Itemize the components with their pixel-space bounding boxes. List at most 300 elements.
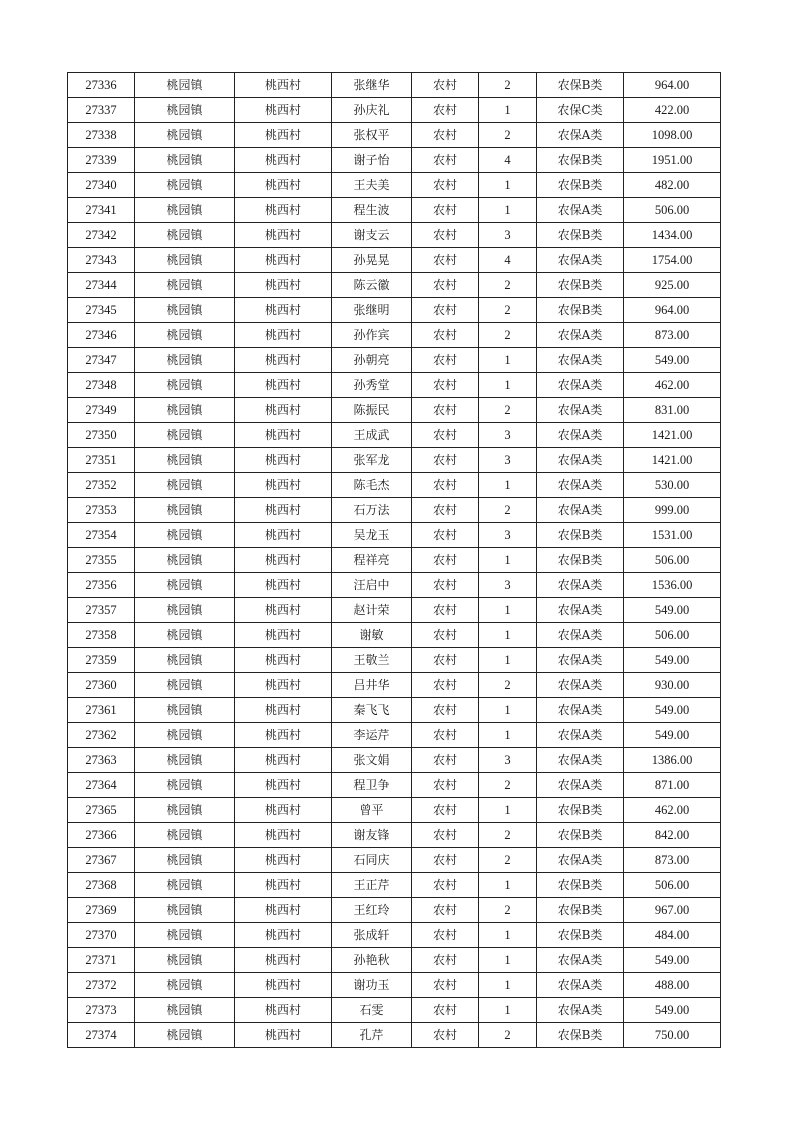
cell-household-type: 农村 — [412, 148, 479, 173]
cell-household-type: 农村 — [412, 323, 479, 348]
cell-amount: 967.00 — [624, 898, 721, 923]
cell-member-count: 1 — [479, 798, 537, 823]
cell-village: 桃西村 — [235, 973, 332, 998]
cell-person-name: 谢友锋 — [332, 823, 412, 848]
cell-village: 桃西村 — [235, 423, 332, 448]
cell-amount: 930.00 — [624, 673, 721, 698]
cell-insurance-category: 农保A类 — [537, 973, 624, 998]
cell-household-type: 农村 — [412, 598, 479, 623]
cell-amount: 549.00 — [624, 598, 721, 623]
table-row — [68, 398, 721, 423]
cell-village: 桃西村 — [235, 823, 332, 848]
cell-row-id: 27353 — [68, 498, 135, 523]
cell-row-id: 27370 — [68, 923, 135, 948]
cell-amount: 506.00 — [624, 623, 721, 648]
cell-town: 桃园镇 — [135, 748, 235, 773]
cell-amount: 925.00 — [624, 273, 721, 298]
cell-member-count: 2 — [479, 773, 537, 798]
cell-person-name: 谢子怡 — [332, 148, 412, 173]
cell-village: 桃西村 — [235, 923, 332, 948]
cell-person-name: 张继明 — [332, 298, 412, 323]
cell-insurance-category: 农保A类 — [537, 948, 624, 973]
cell-town: 桃园镇 — [135, 398, 235, 423]
table-row — [68, 423, 721, 448]
cell-village: 桃西村 — [235, 698, 332, 723]
cell-amount: 488.00 — [624, 973, 721, 998]
cell-member-count: 3 — [479, 523, 537, 548]
cell-amount: 549.00 — [624, 698, 721, 723]
cell-insurance-category: 农保B类 — [537, 1023, 624, 1048]
cell-person-name: 孙作宾 — [332, 323, 412, 348]
cell-town: 桃园镇 — [135, 1023, 235, 1048]
cell-amount: 964.00 — [624, 73, 721, 98]
cell-member-count: 1 — [479, 998, 537, 1023]
cell-insurance-category: 农保B类 — [537, 148, 624, 173]
table-row — [68, 873, 721, 898]
cell-person-name: 王正芹 — [332, 873, 412, 898]
cell-row-id: 27358 — [68, 623, 135, 648]
table-row — [68, 323, 721, 348]
table-row — [68, 723, 721, 748]
cell-household-type: 农村 — [412, 523, 479, 548]
cell-insurance-category: 农保A类 — [537, 623, 624, 648]
cell-town: 桃园镇 — [135, 848, 235, 873]
table-row — [68, 898, 721, 923]
table-row — [68, 148, 721, 173]
cell-amount: 506.00 — [624, 548, 721, 573]
cell-member-count: 1 — [479, 698, 537, 723]
cell-town: 桃园镇 — [135, 623, 235, 648]
cell-person-name: 谢功玉 — [332, 973, 412, 998]
cell-member-count: 3 — [479, 573, 537, 598]
cell-village: 桃西村 — [235, 323, 332, 348]
cell-person-name: 程生波 — [332, 198, 412, 223]
cell-insurance-category: 农保B类 — [537, 873, 624, 898]
cell-village: 桃西村 — [235, 873, 332, 898]
cell-village: 桃西村 — [235, 573, 332, 598]
cell-household-type: 农村 — [412, 248, 479, 273]
cell-village: 桃西村 — [235, 948, 332, 973]
cell-row-id: 27359 — [68, 648, 135, 673]
cell-amount: 549.00 — [624, 948, 721, 973]
cell-village: 桃西村 — [235, 548, 332, 573]
cell-amount: 549.00 — [624, 648, 721, 673]
cell-insurance-category: 农保B类 — [537, 523, 624, 548]
cell-household-type: 农村 — [412, 373, 479, 398]
cell-amount: 530.00 — [624, 473, 721, 498]
cell-row-id: 27342 — [68, 223, 135, 248]
cell-person-name: 汪启中 — [332, 573, 412, 598]
table-row — [68, 698, 721, 723]
cell-village: 桃西村 — [235, 148, 332, 173]
cell-household-type: 农村 — [412, 398, 479, 423]
table-row — [68, 473, 721, 498]
cell-household-type: 农村 — [412, 498, 479, 523]
cell-amount: 1536.00 — [624, 573, 721, 598]
cell-amount: 549.00 — [624, 998, 721, 1023]
table-row — [68, 548, 721, 573]
table-row — [68, 173, 721, 198]
cell-row-id: 27340 — [68, 173, 135, 198]
cell-village: 桃西村 — [235, 898, 332, 923]
cell-household-type: 农村 — [412, 273, 479, 298]
cell-row-id: 27368 — [68, 873, 135, 898]
cell-village: 桃西村 — [235, 448, 332, 473]
cell-insurance-category: 农保A类 — [537, 773, 624, 798]
cell-insurance-category: 农保A类 — [537, 398, 624, 423]
cell-insurance-category: 农保A类 — [537, 998, 624, 1023]
cell-member-count: 1 — [479, 948, 537, 973]
cell-row-id: 27367 — [68, 848, 135, 873]
cell-row-id: 27341 — [68, 198, 135, 223]
cell-town: 桃园镇 — [135, 798, 235, 823]
cell-amount: 506.00 — [624, 198, 721, 223]
table-row — [68, 273, 721, 298]
cell-insurance-category: 农保A类 — [537, 248, 624, 273]
cell-person-name: 石雯 — [332, 998, 412, 1023]
cell-village: 桃西村 — [235, 348, 332, 373]
cell-person-name: 孙朝亮 — [332, 348, 412, 373]
cell-member-count: 1 — [479, 198, 537, 223]
cell-member-count: 1 — [479, 348, 537, 373]
cell-household-type: 农村 — [412, 473, 479, 498]
cell-town: 桃园镇 — [135, 298, 235, 323]
cell-town: 桃园镇 — [135, 123, 235, 148]
cell-member-count: 1 — [479, 548, 537, 573]
cell-household-type: 农村 — [412, 848, 479, 873]
cell-household-type: 农村 — [412, 898, 479, 923]
cell-household-type: 农村 — [412, 773, 479, 798]
cell-insurance-category: 农保A类 — [537, 673, 624, 698]
cell-town: 桃园镇 — [135, 98, 235, 123]
cell-household-type: 农村 — [412, 748, 479, 773]
cell-person-name: 李运芹 — [332, 723, 412, 748]
cell-household-type: 农村 — [412, 173, 479, 198]
cell-village: 桃西村 — [235, 998, 332, 1023]
cell-person-name: 谢敏 — [332, 623, 412, 648]
cell-town: 桃园镇 — [135, 923, 235, 948]
cell-household-type: 农村 — [412, 348, 479, 373]
cell-row-id: 27361 — [68, 698, 135, 723]
cell-person-name: 谢支云 — [332, 223, 412, 248]
cell-insurance-category: 农保A类 — [537, 348, 624, 373]
cell-person-name: 吕井华 — [332, 673, 412, 698]
cell-insurance-category: 农保B类 — [537, 923, 624, 948]
cell-insurance-category: 农保C类 — [537, 98, 624, 123]
cell-member-count: 1 — [479, 973, 537, 998]
cell-village: 桃西村 — [235, 98, 332, 123]
cell-row-id: 27355 — [68, 548, 135, 573]
table-row — [68, 348, 721, 373]
cell-member-count: 2 — [479, 123, 537, 148]
table-row — [68, 248, 721, 273]
cell-town: 桃园镇 — [135, 998, 235, 1023]
cell-member-count: 1 — [479, 648, 537, 673]
table-row — [68, 1023, 721, 1048]
cell-row-id: 27350 — [68, 423, 135, 448]
cell-insurance-category: 农保A类 — [537, 723, 624, 748]
cell-row-id: 27343 — [68, 248, 135, 273]
cell-village: 桃西村 — [235, 73, 332, 98]
cell-household-type: 农村 — [412, 823, 479, 848]
cell-town: 桃园镇 — [135, 173, 235, 198]
cell-row-id: 27369 — [68, 898, 135, 923]
cell-row-id: 27352 — [68, 473, 135, 498]
cell-household-type: 农村 — [412, 448, 479, 473]
cell-town: 桃园镇 — [135, 598, 235, 623]
cell-row-id: 27360 — [68, 673, 135, 698]
table-row — [68, 798, 721, 823]
cell-row-id: 27374 — [68, 1023, 135, 1048]
cell-person-name: 孙秀堂 — [332, 373, 412, 398]
cell-village: 桃西村 — [235, 848, 332, 873]
cell-person-name: 王红玲 — [332, 898, 412, 923]
cell-household-type: 农村 — [412, 73, 479, 98]
cell-town: 桃园镇 — [135, 348, 235, 373]
table-row — [68, 648, 721, 673]
cell-row-id: 27362 — [68, 723, 135, 748]
table-body — [68, 73, 721, 1048]
cell-village: 桃西村 — [235, 123, 332, 148]
cell-row-id: 27366 — [68, 823, 135, 848]
cell-household-type: 农村 — [412, 423, 479, 448]
table-row — [68, 623, 721, 648]
cell-town: 桃园镇 — [135, 523, 235, 548]
cell-household-type: 农村 — [412, 998, 479, 1023]
cell-row-id: 27364 — [68, 773, 135, 798]
cell-row-id: 27344 — [68, 273, 135, 298]
cell-village: 桃西村 — [235, 648, 332, 673]
table-row — [68, 748, 721, 773]
cell-amount: 549.00 — [624, 723, 721, 748]
cell-town: 桃园镇 — [135, 273, 235, 298]
cell-row-id: 27365 — [68, 798, 135, 823]
cell-amount: 1386.00 — [624, 748, 721, 773]
cell-person-name: 张继华 — [332, 73, 412, 98]
cell-household-type: 农村 — [412, 123, 479, 148]
cell-village: 桃西村 — [235, 373, 332, 398]
cell-town: 桃园镇 — [135, 823, 235, 848]
cell-member-count: 1 — [479, 373, 537, 398]
cell-amount: 1421.00 — [624, 448, 721, 473]
cell-household-type: 农村 — [412, 1023, 479, 1048]
cell-member-count: 2 — [479, 898, 537, 923]
cell-insurance-category: 农保A类 — [537, 648, 624, 673]
cell-insurance-category: 农保A类 — [537, 698, 624, 723]
table-row — [68, 573, 721, 598]
cell-insurance-category: 农保B类 — [537, 548, 624, 573]
cell-person-name: 程卫争 — [332, 773, 412, 798]
cell-amount: 462.00 — [624, 798, 721, 823]
cell-member-count: 1 — [479, 598, 537, 623]
cell-amount: 482.00 — [624, 173, 721, 198]
cell-village: 桃西村 — [235, 748, 332, 773]
cell-person-name: 程祥亮 — [332, 548, 412, 573]
cell-insurance-category: 农保A类 — [537, 198, 624, 223]
cell-household-type: 农村 — [412, 873, 479, 898]
cell-member-count: 3 — [479, 423, 537, 448]
cell-amount: 462.00 — [624, 373, 721, 398]
cell-person-name: 秦飞飞 — [332, 698, 412, 723]
cell-row-id: 27372 — [68, 973, 135, 998]
cell-amount: 1421.00 — [624, 423, 721, 448]
cell-village: 桃西村 — [235, 298, 332, 323]
table-row — [68, 848, 721, 873]
cell-village: 桃西村 — [235, 223, 332, 248]
cell-member-count: 1 — [479, 98, 537, 123]
cell-town: 桃园镇 — [135, 448, 235, 473]
cell-village: 桃西村 — [235, 673, 332, 698]
allowance-table — [67, 72, 721, 1048]
cell-person-name: 张军龙 — [332, 448, 412, 473]
cell-amount: 506.00 — [624, 873, 721, 898]
cell-member-count: 2 — [479, 73, 537, 98]
cell-insurance-category: 农保A类 — [537, 748, 624, 773]
cell-member-count: 1 — [479, 873, 537, 898]
table-row — [68, 923, 721, 948]
cell-village: 桃西村 — [235, 523, 332, 548]
cell-town: 桃园镇 — [135, 673, 235, 698]
table-row — [68, 948, 721, 973]
cell-person-name: 陈振民 — [332, 398, 412, 423]
cell-village: 桃西村 — [235, 173, 332, 198]
cell-village: 桃西村 — [235, 623, 332, 648]
cell-member-count: 1 — [479, 473, 537, 498]
cell-row-id: 27345 — [68, 298, 135, 323]
cell-insurance-category: 农保A类 — [537, 423, 624, 448]
cell-member-count: 2 — [479, 273, 537, 298]
cell-member-count: 4 — [479, 248, 537, 273]
cell-insurance-category: 农保B类 — [537, 898, 624, 923]
cell-amount: 1098.00 — [624, 123, 721, 148]
cell-village: 桃西村 — [235, 273, 332, 298]
cell-insurance-category: 农保B类 — [537, 173, 624, 198]
cell-member-count: 3 — [479, 223, 537, 248]
cell-town: 桃园镇 — [135, 573, 235, 598]
cell-village: 桃西村 — [235, 473, 332, 498]
cell-insurance-category: 农保A类 — [537, 123, 624, 148]
cell-person-name: 陈云徽 — [332, 273, 412, 298]
cell-row-id: 27346 — [68, 323, 135, 348]
cell-member-count: 2 — [479, 673, 537, 698]
cell-town: 桃园镇 — [135, 73, 235, 98]
cell-member-count: 2 — [479, 1023, 537, 1048]
cell-village: 桃西村 — [235, 598, 332, 623]
cell-household-type: 农村 — [412, 798, 479, 823]
cell-person-name: 孔芹 — [332, 1023, 412, 1048]
cell-amount: 484.00 — [624, 923, 721, 948]
cell-town: 桃园镇 — [135, 548, 235, 573]
cell-person-name: 孙艳秋 — [332, 948, 412, 973]
table-row — [68, 373, 721, 398]
cell-row-id: 27337 — [68, 98, 135, 123]
cell-amount: 842.00 — [624, 823, 721, 848]
cell-village: 桃西村 — [235, 798, 332, 823]
cell-household-type: 农村 — [412, 198, 479, 223]
table-row — [68, 523, 721, 548]
cell-insurance-category: 农保A类 — [537, 448, 624, 473]
cell-row-id: 27363 — [68, 748, 135, 773]
cell-insurance-category: 农保B类 — [537, 298, 624, 323]
cell-village: 桃西村 — [235, 248, 332, 273]
cell-row-id: 27347 — [68, 348, 135, 373]
cell-town: 桃园镇 — [135, 423, 235, 448]
cell-insurance-category: 农保A类 — [537, 848, 624, 873]
cell-household-type: 农村 — [412, 623, 479, 648]
cell-insurance-category: 农保B类 — [537, 273, 624, 298]
cell-insurance-category: 农保B类 — [537, 823, 624, 848]
cell-member-count: 4 — [479, 148, 537, 173]
cell-amount: 873.00 — [624, 323, 721, 348]
cell-amount: 873.00 — [624, 848, 721, 873]
cell-household-type: 农村 — [412, 223, 479, 248]
table-row — [68, 673, 721, 698]
cell-amount: 1754.00 — [624, 248, 721, 273]
cell-person-name: 王敬兰 — [332, 648, 412, 673]
cell-member-count: 3 — [479, 748, 537, 773]
cell-amount: 871.00 — [624, 773, 721, 798]
cell-row-id: 27356 — [68, 573, 135, 598]
table-row — [68, 123, 721, 148]
cell-row-id: 27336 — [68, 73, 135, 98]
cell-amount: 1531.00 — [624, 523, 721, 548]
cell-person-name: 陈毛杰 — [332, 473, 412, 498]
cell-insurance-category: 农保A类 — [537, 323, 624, 348]
table-row — [68, 773, 721, 798]
cell-household-type: 农村 — [412, 673, 479, 698]
cell-person-name: 王夫美 — [332, 173, 412, 198]
cell-person-name: 孙庆礼 — [332, 98, 412, 123]
cell-village: 桃西村 — [235, 398, 332, 423]
cell-household-type: 农村 — [412, 923, 479, 948]
table-row — [68, 823, 721, 848]
table-row — [68, 98, 721, 123]
cell-insurance-category: 农保B类 — [537, 798, 624, 823]
cell-person-name: 石万法 — [332, 498, 412, 523]
cell-household-type: 农村 — [412, 698, 479, 723]
cell-insurance-category: 农保A类 — [537, 573, 624, 598]
cell-insurance-category: 农保B类 — [537, 73, 624, 98]
cell-row-id: 27371 — [68, 948, 135, 973]
cell-member-count: 2 — [479, 398, 537, 423]
cell-household-type: 农村 — [412, 573, 479, 598]
cell-town: 桃园镇 — [135, 698, 235, 723]
cell-town: 桃园镇 — [135, 898, 235, 923]
cell-household-type: 农村 — [412, 973, 479, 998]
cell-member-count: 3 — [479, 448, 537, 473]
cell-town: 桃园镇 — [135, 248, 235, 273]
cell-village: 桃西村 — [235, 198, 332, 223]
cell-amount: 549.00 — [624, 348, 721, 373]
cell-town: 桃园镇 — [135, 873, 235, 898]
cell-town: 桃园镇 — [135, 723, 235, 748]
cell-person-name: 王成武 — [332, 423, 412, 448]
cell-member-count: 1 — [479, 923, 537, 948]
cell-member-count: 2 — [479, 298, 537, 323]
cell-town: 桃园镇 — [135, 973, 235, 998]
cell-insurance-category: 农保A类 — [537, 598, 624, 623]
cell-amount: 1434.00 — [624, 223, 721, 248]
cell-town: 桃园镇 — [135, 773, 235, 798]
cell-member-count: 2 — [479, 823, 537, 848]
cell-person-name: 张文娟 — [332, 748, 412, 773]
cell-row-id: 27348 — [68, 373, 135, 398]
cell-village: 桃西村 — [235, 498, 332, 523]
cell-town: 桃园镇 — [135, 198, 235, 223]
cell-insurance-category: 农保A类 — [537, 498, 624, 523]
cell-person-name: 曾平 — [332, 798, 412, 823]
table-row — [68, 198, 721, 223]
